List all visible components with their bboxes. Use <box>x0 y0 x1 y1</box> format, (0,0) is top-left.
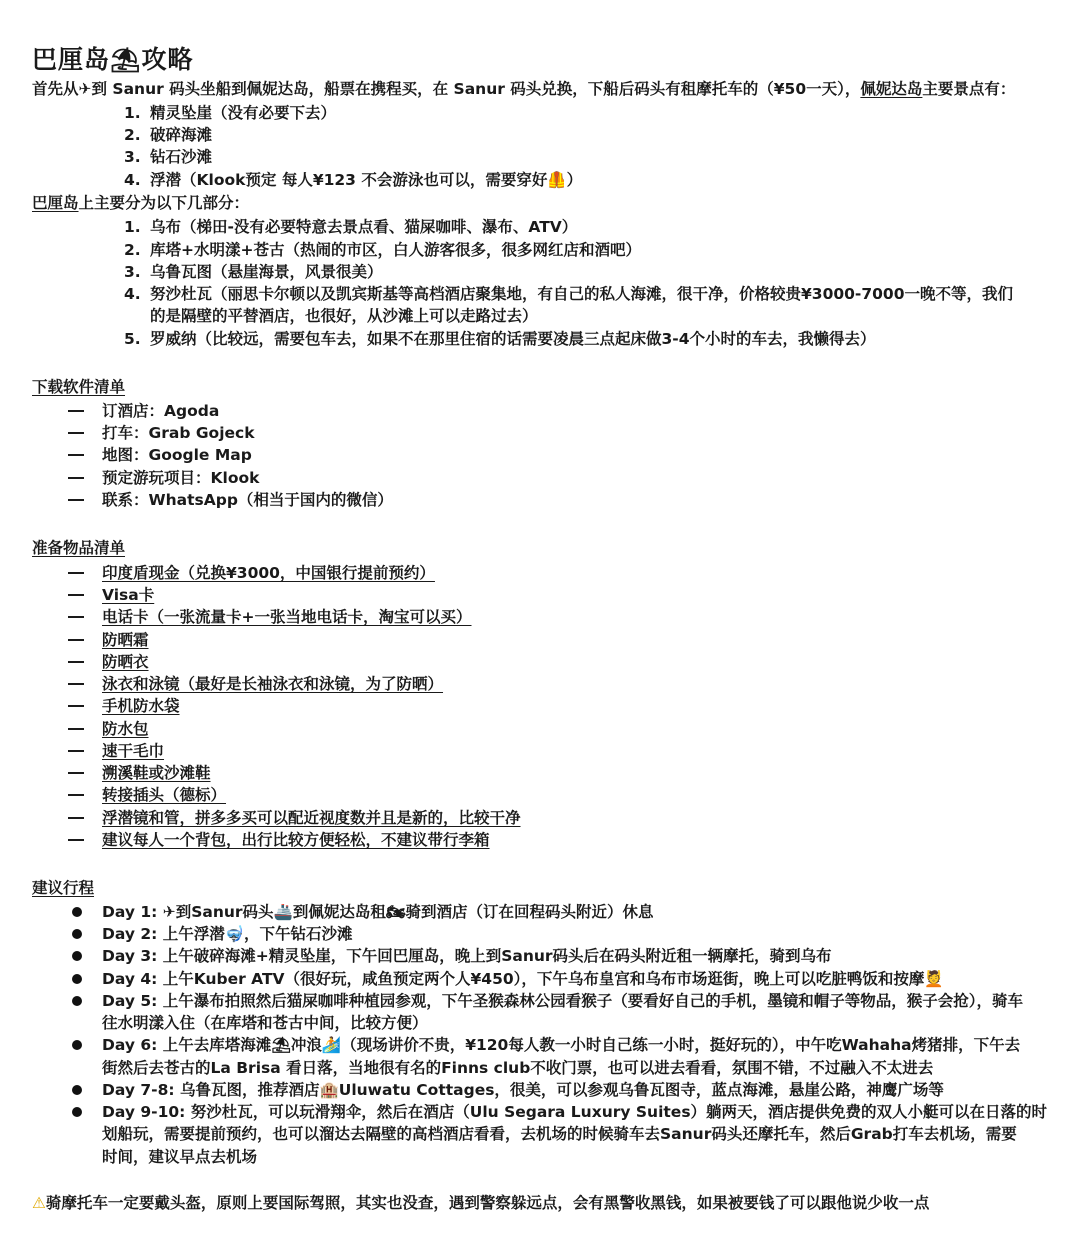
dash-bullet <box>68 817 84 819</box>
dash-bullet <box>68 499 84 501</box>
penida-link[interactable]: 佩妮达岛 <box>860 80 923 98</box>
packing-item[interactable]: Visa卡 <box>102 586 155 604</box>
app-item: 打车：Grab Gojeck <box>102 424 255 442</box>
bullet-dot <box>72 974 82 984</box>
app-item: 订酒店：Agoda <box>102 402 220 420</box>
airplane-icon: ✈ <box>78 80 92 98</box>
list-item: 3. 乌鲁瓦图（悬崖海景，风景很美） <box>124 263 383 281</box>
app-item: 地图：Google Map <box>102 446 252 464</box>
bullet-dot <box>72 929 82 939</box>
day-item: Day 2: 上午浮潜🤿，下午钻石沙滩 <box>102 925 353 943</box>
day-item: Day 6: 上午去库塔海滩⛱冲浪🏄（现场讲价不贵，¥120每人教一小时自己练一小时，挺好玩的），中午吃Wahaha烤猪排，下午去 <box>102 1036 1021 1054</box>
day-item: Day 7-8: 乌鲁瓦图，推荐酒店🏨Uluwatu Cottages，很美，可以参观乌鲁瓦图寺，蓝点海滩，悬崖公路，神鹰广场等 <box>102 1081 944 1099</box>
day-item-continued: 划船玩，需要提前预约，也可以溜达去隔壁的高档酒店看看，去机场的时候骑车去Sanur码头还摩托车，然后Grab打车去机场，需要 <box>102 1125 1017 1143</box>
bullet-dot <box>72 1040 82 1050</box>
packing-item[interactable]: 手机防水袋 <box>102 697 180 715</box>
day-item-continued: 街然后去苍古的La Brisa 看日落，当地很有名的Finns club不收门票，也可以进去看看，氛围不错，不过融入不太进去 <box>102 1059 934 1077</box>
packing-item[interactable]: 印度盾现金（兑换¥3000，中国银行提前预约） <box>102 564 435 582</box>
packing-item[interactable]: 溯溪鞋或沙滩鞋 <box>102 764 211 782</box>
dash-bullet <box>68 454 84 456</box>
dash-bullet <box>68 705 84 707</box>
bullet-dot <box>72 1107 82 1117</box>
day-item: Day 9-10: 努沙杜瓦，可以玩滑翔伞，然后在酒店（Ulu Segara Luxury Suites）躺两天，酒店提供免费的双人小艇可以在日落的时 <box>102 1103 1048 1121</box>
intro-paragraph: 首先从✈到 Sanur 码头坐船到佩妮达岛，船票在携程买，在 Sanur 码头兑换，下船后码头有租摩托车的（¥50一天），佩妮达岛主要景点有： <box>32 80 1016 98</box>
bullet-dot <box>72 996 82 1006</box>
dash-bullet <box>68 639 84 641</box>
list-item: 4. 浮潜（Klook预定 每人¥123 不会游泳也可以，需要穿好🦺） <box>124 171 583 189</box>
day-item-continued: 时间，建议早点去机场 <box>102 1148 258 1166</box>
list-item: 4. 努沙杜瓦（丽思卡尔顿以及凯宾斯基等高档酒店聚集地，有自己的私人海滩，很干净，价格较贵¥3000-7000一晚不等，我们 <box>124 285 1014 303</box>
dash-bullet <box>68 616 84 618</box>
list-item: 1. 精灵坠崖（没有必要下去） <box>124 104 337 122</box>
bullet-dot <box>72 1085 82 1095</box>
dash-bullet <box>68 572 84 574</box>
list-item: 3. 钻石沙滩 <box>124 148 213 166</box>
dash-bullet <box>68 410 84 412</box>
dash-bullet <box>68 594 84 596</box>
warning-note: ⚠骑摩托车一定要戴头盔，原则上要国际驾照，其实也没查，遇到警察躲远点，会有黑警收黑钱，如果被要钱了可以跟他说少收一点 <box>32 1194 930 1212</box>
warning-icon: ⚠ <box>32 1194 46 1212</box>
day-item: Day 4: 上午Kuber ATV（很好玩，咸鱼预定两个人¥450），下午乌布皇宫和乌布市场逛街，晚上可以吃脏鸭饭和按摩💆 <box>102 970 944 988</box>
dash-bullet <box>68 477 84 479</box>
page-title <box>32 40 194 76</box>
packing-item[interactable]: 防晒衣 <box>102 653 149 671</box>
packing-item[interactable]: 速干毛巾 <box>102 742 165 760</box>
dash-bullet <box>68 728 84 730</box>
dash-bullet <box>68 432 84 434</box>
dash-bullet <box>68 750 84 752</box>
list-item-continued: 的是隔壁的平替酒店，也很好，从沙滩上可以走路过去） <box>150 307 538 325</box>
bullet-dot <box>72 907 82 917</box>
packing-item[interactable]: 防晒霜 <box>102 631 149 649</box>
packing-heading: 准备物品清单 <box>32 539 126 557</box>
list-item: 5. 罗威纳（比较远，需要包车去，如果不在那里住宿的话需要凌晨三点起床做3-4个小时的车去，我懒得去） <box>124 330 876 348</box>
day-item: Day 3: 上午破碎海滩+精灵坠崖，下午回巴厘岛，晚上到Sanur码头后在码头附近租一辆摩托，骑到乌布 <box>102 947 832 965</box>
list-item: 1. 乌布（梯田-没有必要特意去景点看、猫屎咖啡、瀑布、ATV） <box>124 218 578 236</box>
packing-item[interactable]: 建议每人一个背包，出行比较方便轻松，不建议带行李箱 <box>102 831 490 849</box>
packing-item[interactable]: 电话卡（一张流量卡+一张当地电话卡，淘宝可以买） <box>102 608 472 626</box>
list-item: 2. 破碎海滩 <box>124 126 213 144</box>
packing-item[interactable]: 浮潜镜和管，拼多多买可以配近视度数并且是新的，比较干净 <box>102 809 521 827</box>
day-item: Day 5: 上午瀑布拍照然后猫屎咖啡种植园参观，下午圣猴森林公园看猴子（要看好自己的手机，墨镜和帽子等物品，猴子会抢），骑车 <box>102 992 1023 1010</box>
packing-item[interactable]: 转接插头（德标） <box>102 786 227 804</box>
bullet-dot <box>72 951 82 961</box>
bali-link[interactable]: 巴厘岛 <box>32 194 79 212</box>
app-item: 联系：WhatsApp（相当于国内的微信） <box>102 491 393 509</box>
app-item: 预定游玩项目：Klook <box>102 469 260 487</box>
day-item-continued: 往水明漾入住（在库塔和苍古中间，比较方便） <box>102 1014 428 1032</box>
beach-icon: ⛱ <box>110 46 142 74</box>
packing-item[interactable]: 泳衣和泳镜（最好是长袖泳衣和泳镜，为了防晒） <box>102 675 444 693</box>
dash-bullet <box>68 794 84 796</box>
apps-heading: 下载软件清单 <box>32 378 126 396</box>
list-item: 2. 库塔+水明漾+苍古（热闹的市区，白人游客很多，很多网红店和酒吧） <box>124 241 641 259</box>
dash-bullet <box>68 661 84 663</box>
bali-heading: 巴厘岛上主要分为以下几部分： <box>32 194 250 212</box>
dash-bullet <box>68 772 84 774</box>
title-suffix: 攻略 <box>141 45 194 74</box>
packing-item[interactable]: 防水包 <box>102 720 149 738</box>
itinerary-heading: 建议行程 <box>32 879 95 897</box>
day-item: Day 1: ✈到Sanur码头🚢到佩妮达岛租🏍骑到酒店（订在回程码头附近）休息 <box>102 903 654 921</box>
title-text: 巴厘岛 <box>32 45 111 74</box>
dash-bullet <box>68 839 84 841</box>
dash-bullet <box>68 683 84 685</box>
